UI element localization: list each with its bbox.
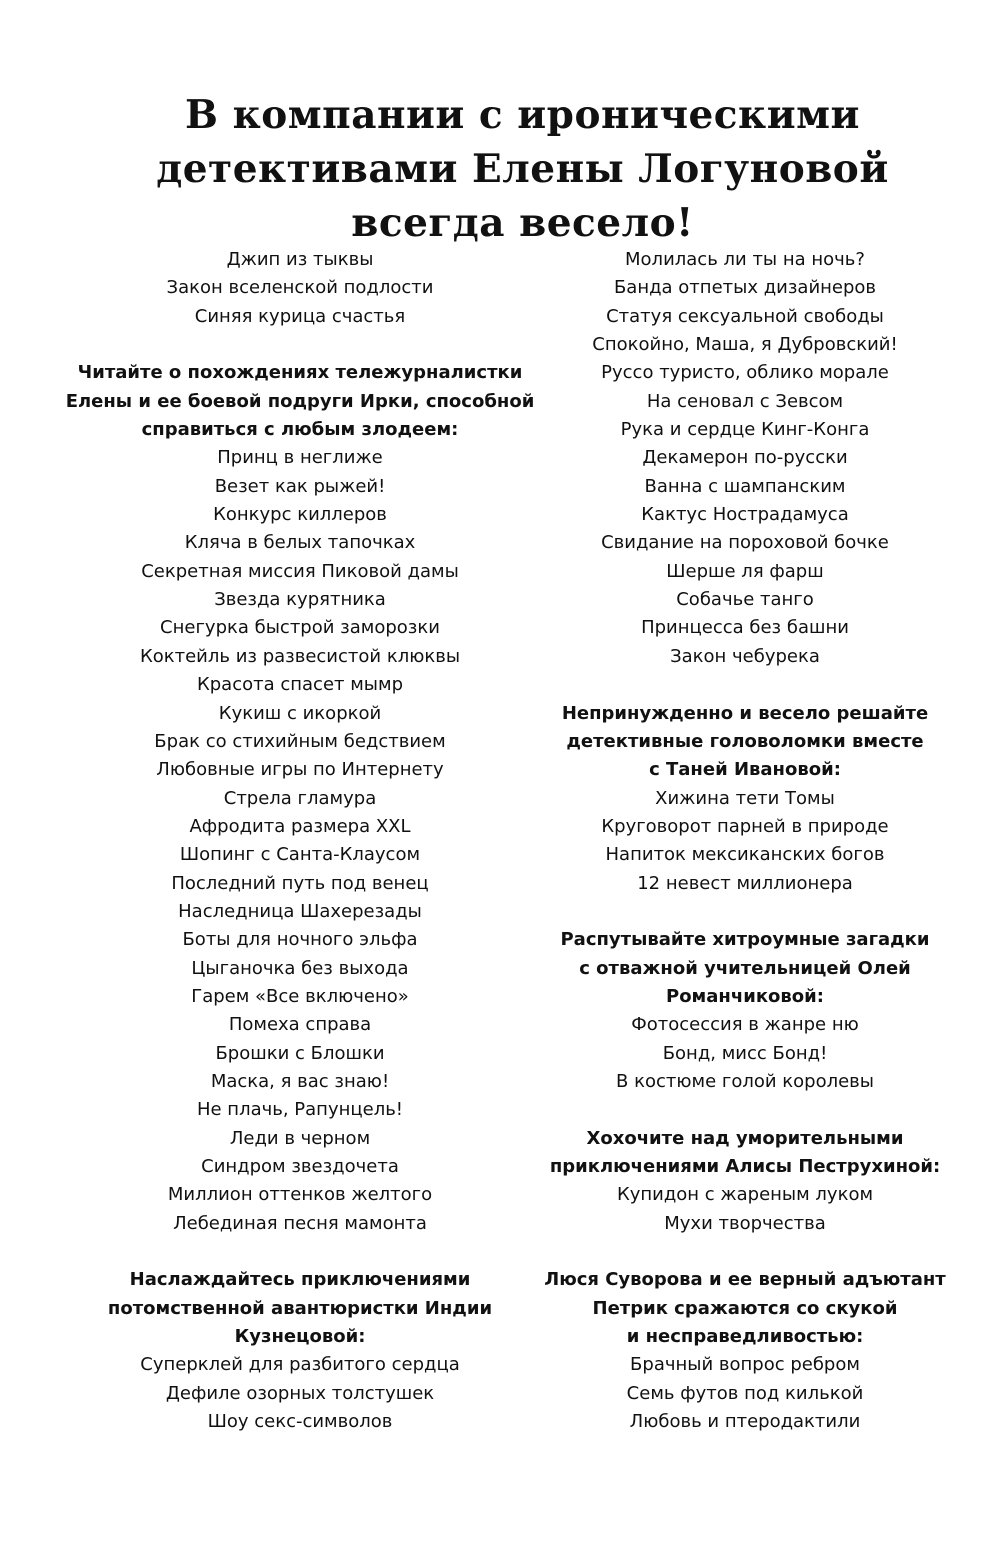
title-line: В компании с ироническими [185, 92, 860, 138]
book-title: Суперклей для разбитого сердца [140, 1354, 460, 1376]
series-heading [60, 1266, 540, 1351]
book-title: Конкурс киллеров [213, 504, 387, 526]
series-heading [505, 926, 985, 1011]
book-title: Бонд, мисс Бонд! [662, 1042, 828, 1064]
book-title: Молилась ли ты на ночь? [625, 249, 865, 270]
series-heading-line: Читайте о похождениях тележурналистки [77, 362, 523, 384]
intro-book-list [60, 246, 540, 331]
book-title: Статуя сексуальной свободы [606, 305, 884, 327]
book-title: Звезда курятника [214, 589, 386, 611]
book-title: Хижина тети Томы [655, 787, 835, 809]
series-heading-line: потомственной авантюристки Индии [107, 1297, 493, 1319]
book-title: Принц в неглиже [217, 447, 383, 469]
book-title: Лебединая песня мамонта [173, 1212, 427, 1234]
series-heading [505, 700, 985, 785]
book-title: Синяя курица счастья [194, 305, 406, 327]
book-title: Дефиле озорных толстушек [165, 1382, 435, 1404]
series-book-list [505, 785, 985, 898]
series-book-list [60, 1351, 540, 1436]
book-title: Маска, я вас знаю! [210, 1070, 390, 1092]
series-heading-line: детективные головоломки вместе [566, 730, 924, 752]
book-title: Ванна с шампанским [644, 475, 846, 497]
book-title: Афродита размера XXL [189, 815, 411, 837]
book-title: Принцесса без башни [641, 617, 849, 639]
spacer [505, 898, 985, 926]
title-line: всегда весело! [351, 200, 694, 246]
book-title: Любовные игры по Интернету [156, 759, 444, 781]
series-heading-line: с отважной учительницей Олей [579, 957, 911, 979]
book-title: Свидание на пороховой бочке [601, 532, 889, 554]
book-title: Брошки с Блошки [215, 1042, 385, 1064]
book-title: Джип из тыквы [226, 249, 374, 270]
book-title: Спокойно, Маша, я Дубровский! [592, 334, 898, 356]
book-title: Декамерон по-русски [642, 447, 848, 469]
book-title: Шерше ля фарш [666, 560, 824, 582]
book-title: Мухи творчества [664, 1212, 826, 1234]
book-title: Везет как рыжей! [214, 475, 386, 497]
book-title: Семь футов под килькой [626, 1382, 864, 1404]
book-title: Кляча в белых тапочках [184, 532, 416, 554]
title-line: детективами Елены Логуновой [156, 146, 889, 192]
book-title: Напиток мексиканских богов [605, 844, 885, 866]
spacer [505, 1096, 985, 1124]
book-title: Закон чебурека [670, 645, 820, 667]
book-title: Боты для ночного эльфа [182, 929, 418, 951]
series-heading-line: с Таней Ивановой: [649, 759, 841, 781]
series-book-list [505, 1011, 985, 1096]
book-title: Кактус Нострадамуса [641, 504, 849, 526]
book-title: На сеновал с Зевсом [646, 390, 844, 412]
spacer [60, 1238, 540, 1266]
book-title: Стрела гламура [223, 787, 377, 809]
spacer [60, 331, 540, 359]
series-heading-line: Хохочите над уморительными [586, 1127, 904, 1149]
book-title: Коктейль из развесистой клюквы [139, 645, 461, 667]
book-title: 12 невест миллионера [637, 872, 853, 894]
book-title: Помеха справа [228, 1014, 372, 1036]
book-title: Собачье танго [676, 589, 814, 611]
series-heading-line: Романчиковой: [666, 985, 824, 1007]
book-title: Любовь и птеродактили [629, 1411, 861, 1433]
left-column [60, 246, 540, 1436]
book-title: Руссо туристо, облико морале [601, 362, 889, 384]
book-title: Леди в черном [229, 1127, 371, 1149]
book-title: Круговорот парней в природе [601, 815, 889, 837]
series-book-list [505, 1181, 985, 1238]
book-title: Шопинг с Санта-Клаусом [179, 844, 421, 866]
series-heading-line: Петрик сражаются со скукой [592, 1297, 898, 1319]
series-heading-line: Непринужденно и весело решайте [561, 702, 929, 724]
series-heading [505, 1266, 985, 1351]
book-title: Красота спасет мымр [196, 674, 404, 696]
book-title: Банда отпетых дизайнеров [613, 277, 877, 299]
book-title: Гарем «Все включено» [191, 985, 409, 1007]
book-title: В костюме голой королевы [616, 1070, 874, 1092]
book-title: Рука и сердце Кинг-Конга [620, 419, 870, 441]
series-heading-line: и несправедливостью: [626, 1326, 864, 1348]
series-book-list [60, 444, 540, 1238]
series-heading [505, 1125, 985, 1182]
book-title: Последний путь под венец [171, 872, 429, 894]
series-heading [60, 359, 540, 444]
series-book-list [505, 246, 985, 671]
series-heading-line: приключениями Алисы Пеструхиной: [549, 1156, 941, 1177]
book-title: Снегурка быстрой заморозки [160, 617, 440, 639]
book-title: Цыганочка без выхода [191, 957, 409, 979]
series-heading-line: Распутывайте хитроумные загадки [560, 929, 930, 951]
book-title: Брачный вопрос ребром [630, 1354, 860, 1376]
series-heading-line: Люся Суворова и ее верный адъютант [544, 1269, 946, 1291]
book-title: Фотосессия в жанре ню [631, 1014, 859, 1036]
series-heading-line: Кузнецовой: [234, 1326, 366, 1348]
book-title: Шоу секс-символов [207, 1411, 393, 1433]
book-title: Кукиш с икоркой [218, 702, 382, 724]
book-title: Закон вселенской подлости [166, 277, 434, 299]
book-title: Наследница Шахерезады [178, 900, 422, 922]
book-title: Не плачь, Рапунцель! [196, 1099, 404, 1121]
series-book-list [505, 1351, 985, 1436]
book-title: Миллион оттенков желтого [167, 1184, 433, 1206]
book-title: Купидон с жареным луком [616, 1184, 874, 1206]
book-title: Брак со стихийным бедствием [154, 730, 446, 752]
series-heading-line: справиться с любым злодеем: [141, 419, 459, 441]
spacer [505, 671, 985, 699]
series-heading-line: Наслаждайтесь приключениями [129, 1269, 471, 1291]
spacer [505, 1238, 985, 1266]
right-column [505, 246, 985, 1436]
book-title: Синдром звездочета [201, 1156, 399, 1177]
series-heading-line: Елены и ее боевой подруги Ирки, способной [65, 390, 535, 412]
page-title [0, 88, 1000, 250]
book-title: Секретная миссия Пиковой дамы [141, 560, 459, 582]
